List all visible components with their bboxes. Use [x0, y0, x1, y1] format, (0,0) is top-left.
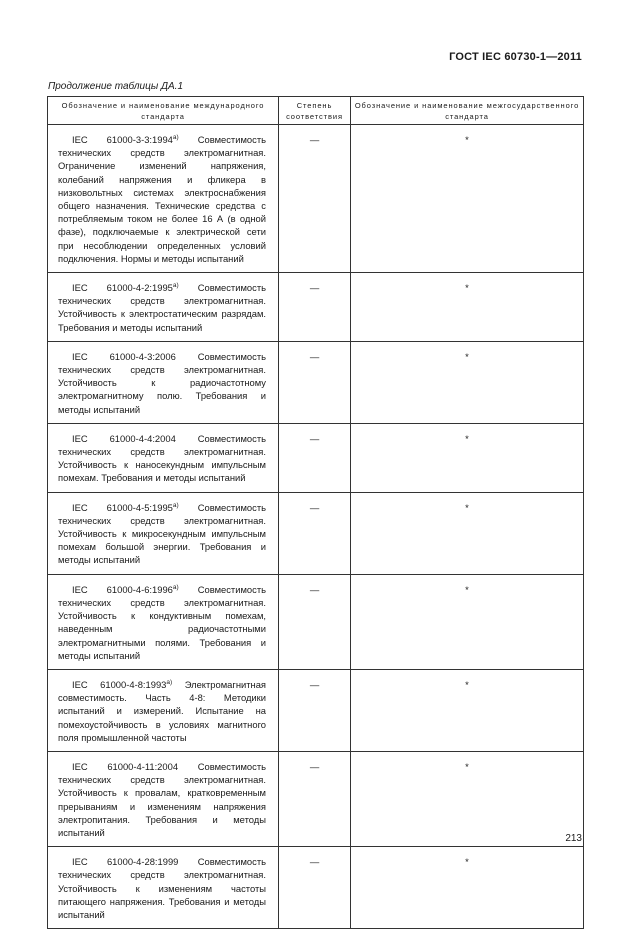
- degree-cell: —: [279, 669, 351, 751]
- table-row: [48, 751, 584, 846]
- column-header-international: Обозначение и наименование международного стандарта: [48, 97, 279, 125]
- international-standard-cell: [48, 751, 279, 846]
- table-caption: Продолжение таблицы ДА.1: [48, 81, 184, 92]
- standard-code: IEC 61000-4-2:1995: [72, 282, 173, 294]
- international-standard-cell: [48, 492, 279, 574]
- table-header-row: [48, 97, 584, 125]
- table-row: [48, 341, 584, 423]
- standard-title: Совместимость технических средств электромагнитная. Устойчивость к провалам, кратковременным прерываниям и изменениям напряжения электропитания. Требования и методы испытаний: [58, 760, 266, 838]
- international-standard-cell: [48, 273, 279, 342]
- interstate-standard-cell: *: [351, 423, 584, 492]
- international-standard-cell: [48, 847, 279, 929]
- standard-title: Совместимость технических средств электромагнитная. Устойчивость к радиочастотному электромагнитному полю. Требования и методы испытаний: [58, 350, 266, 415]
- standard-code: IEC 61000-4-4:2004: [72, 432, 176, 444]
- standard-code: IEC 61000-4-3:2006: [72, 350, 176, 362]
- table-row: [48, 669, 584, 751]
- footnote-marker: a): [166, 678, 173, 686]
- degree-cell: —: [279, 273, 351, 342]
- page-number: 213: [565, 833, 582, 844]
- table-row: [48, 125, 584, 273]
- degree-cell: —: [279, 847, 351, 929]
- international-standard-cell: [48, 423, 279, 492]
- international-standard-cell: [48, 125, 279, 273]
- standard-title: Совместимость технических средств электромагнитная. Устойчивость к кондуктивным помехам, наведенным радиочастотными электромагнитными полями. Требования и методы испытаний: [58, 583, 266, 661]
- degree-cell: —: [279, 492, 351, 574]
- standard-title: Совместимость технических средств электромагнитная. Устойчивость к изменениям частоты питающего напряжения. Требования и методы испытаний: [58, 856, 266, 920]
- degree-cell: —: [279, 341, 351, 423]
- international-standard-cell: [48, 341, 279, 423]
- interstate-standard-cell: *: [351, 751, 584, 846]
- international-standard-cell: [48, 669, 279, 751]
- interstate-standard-cell: *: [351, 125, 584, 273]
- standard-code: IEC 61000-4-6:1996: [72, 583, 173, 595]
- footnote-marker: a): [172, 501, 179, 509]
- standard-code: IEC 61000-4-11:2004: [72, 760, 179, 772]
- footnote-marker: a): [172, 583, 179, 591]
- standard-title: Совместимость технических средств электромагнитная. Устойчивость к микросекундным импульсным помехам большой энергии. Требования и методы испытаний: [58, 501, 266, 566]
- standard-title: Совместимость технических средств электромагнитная. Устойчивость к электростатическим разрядам. Требования и методы испытаний: [58, 282, 266, 333]
- table-row: [48, 492, 584, 574]
- standard-title: Электромагнитная совместимость. Часть 4-8: Методики испытаний и измерений. Испытание на помехоустойчивость в условиях магнитного поля промышленной частоты: [58, 678, 266, 743]
- international-standard-cell: [48, 574, 279, 669]
- table-row: [48, 423, 584, 492]
- table-row: [48, 847, 584, 929]
- table-row: [48, 273, 584, 342]
- standard-code: IEC 61000-4-5:1995: [72, 501, 173, 513]
- interstate-standard-cell: *: [351, 492, 584, 574]
- interstate-standard-cell: *: [351, 574, 584, 669]
- degree-cell: —: [279, 423, 351, 492]
- standards-table: [47, 96, 584, 929]
- standard-title: Совместимость технических средств электромагнитная. Ограничение изменений напряжения, колебаний напряжения и фликера в низковольтных системах электроснабжения общего назначения. Технические средства с потребляемым током не более 16 А (в одной фазе), подключаемые к электрической сети при несоблюдении определенных условий подключения. Нормы и методы испытаний: [58, 134, 266, 264]
- standard-code: IEC 61000-4-8:1993: [72, 678, 167, 690]
- column-header-interstate: Обозначение и наименование межгосударственного стандарта: [351, 97, 584, 125]
- standard-code: IEC 61000-4-28:1999: [72, 856, 179, 868]
- interstate-standard-cell: *: [351, 341, 584, 423]
- degree-cell: —: [279, 751, 351, 846]
- column-header-degree: Степень соответствия: [279, 97, 351, 125]
- standard-code-header: ГОСТ IEC 60730-1—2011: [449, 51, 582, 63]
- table-row: [48, 574, 584, 669]
- interstate-standard-cell: *: [351, 669, 584, 751]
- footnote-marker: a): [172, 282, 179, 290]
- degree-cell: —: [279, 125, 351, 273]
- degree-cell: —: [279, 574, 351, 669]
- standard-code: IEC 61000-3-3:1994: [72, 134, 173, 145]
- interstate-standard-cell: *: [351, 273, 584, 342]
- footnote-marker: a): [172, 134, 179, 141]
- standard-title: Совместимость технических средств электромагнитная. Устойчивость к наносекундным импульсным помехам. Требования и методы испытаний: [58, 432, 266, 484]
- interstate-standard-cell: *: [351, 847, 584, 929]
